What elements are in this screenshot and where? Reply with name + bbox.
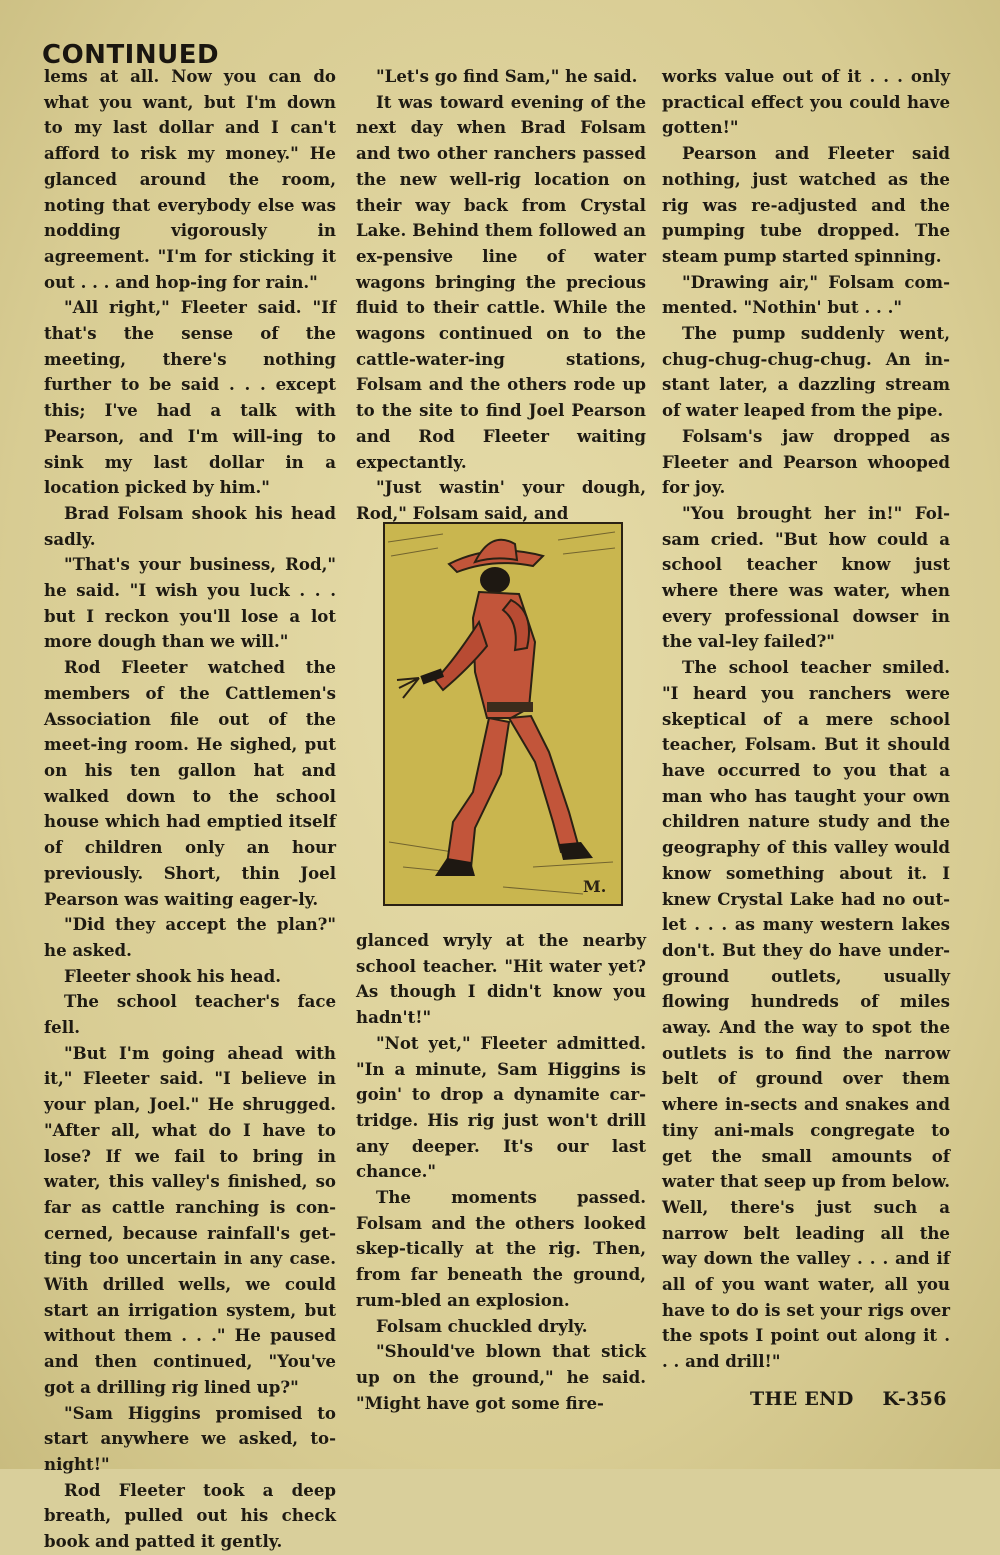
paragraph: "Not yet," Fleeter admitted. "In a minute, Sam Higgins is goin' to drop a dynamite car-tridge. His rig just won't drill any deeper. It's our last chance." [356,1032,646,1182]
text-column-1 [44,64,336,1555]
paragraph: The school teacher's face fell. [44,991,336,1038]
paragraph: The school teacher smiled. "I heard you ranchers were skeptical of a mere school teacher, Folsam. But it should have occurred to you that a man who has taught your own children nature study and the geography of this valley would know something about it. I knew Crystal Lake had no out-let . . . as many western lakes don't. But they do have under-ground outlets, usually flowing hundreds of miles away. And the way to spot the outlets is to find the narrow belt of ground over them where in-sects and snakes and tiny ani-mals congregate to get the small amounts of water that seep up from below. Well, there's just such a narrow belt leading all the way down the valley . . . and if all of you want water, all you have to do is set your rigs over the spots I point out along it . . . and drill!" [662,657,950,1372]
paragraph: It was toward evening of the next day when Brad Folsam and two other ranchers passed the new well-rig location on their way back from Crystal Lake. Behind them followed an ex-pensive line of water wagons bringing the precious fluid to their cattle. While the wagons continued on to the cattle-water-ing stations, Folsam and the others rode up to the site to find Joel Pearson and Rod Fleeter waiting expectantly. [356,91,646,472]
paragraph: Pearson and Fleeter said nothing, just watched as the rig was re-adjusted and the pumping tube dropped. The steam pump started spinning. [662,143,950,266]
the-end-label: THE END [750,1388,854,1410]
paragraph: "Drawing air," Folsam com-mented. "Nothin' but . . ." [662,271,950,318]
paragraph: "Let's go find Sam," he said. [376,66,638,86]
paragraph: "That's your business, Rod," he said. "I wish you luck . . . but I reckon you'll lose a lot more dough than we will." [44,554,336,652]
story-footer [750,1388,947,1410]
paragraph: Folsam chuckled dryly. [376,1315,588,1336]
text-column-2-bottom [356,928,646,1416]
paragraph: "You brought her in!" Fol-sam cried. "But how could a school teacher know just where there was water, when every professional dowser in the val-ley failed?" [662,502,950,652]
paragraph: glanced wryly at the nearby school teacher. "Hit water yet? As though I didn't know you hadn't!" [356,930,646,1028]
paragraph: Brad Folsam shook his head sadly. [44,502,336,549]
continued-header: CONTINUED [42,40,220,70]
text-column-3 [662,64,950,1375]
paragraph: The moments passed. Folsam and the others looked skep-tically at the rig. Then, from far beneath the ground, rum-bled an explosion. [356,1187,646,1310]
paragraph: works value out of it . . . only practical effect you could have gotten!" [662,66,950,138]
paragraph: "Sam Higgins promised to start anywhere we asked, to-night!" [44,1402,336,1474]
paragraph: "Just wastin' your dough, Rod," Folsam said, and [356,477,646,523]
artist-signature: M. [583,877,607,896]
story-code: K-356 [882,1388,947,1410]
paragraph: "Should've blown that stick up on the ground," he said. "Might have got some fire- [356,1341,646,1413]
paragraph: "But I'm going ahead with it," Fleeter said. "I believe in your plan, Joel." He shrugged. "After all, what do I have to lose? If we fail to bring in water, this valley's finished, so far as cattle ranching is con-cerned, because rainfall's get-ting too uncertain in any case. With drilled wells, we could start an irrigation system, but without them . . ." He paused and then continued, "You've got a drilling rig lined up?" [44,1042,336,1397]
paragraph: Folsam's jaw dropped as Fleeter and Pearson whooped for joy. [662,425,950,498]
paragraph: The pump suddenly went, chug-chug-chug-chug. An in-stant later, a dazzling stream of water leaped from the pipe. [662,323,950,421]
text-column-2-top [356,64,646,527]
paragraph: "All right," Fleeter said. "If that's the sense of the meeting, there's nothing further to be said . . . except this; I've had a talk with Pearson, and I'm will-ing to sink my last dollar in a location picked by him." [44,297,336,498]
paragraph: Rod Fleeter took a deep breath, pulled out his check book and patted it gently. [44,1479,336,1552]
paragraph: "Did they accept the plan?" he asked. [44,914,336,960]
gunslinger-illustration [383,522,623,906]
paragraph: Fleeter shook his head. [64,965,281,986]
paragraph: Rod Fleeter watched the members of the Cattlemen's Association file out of the meet-ing room. He sighed, put on his ten gallon hat and walked down to the school house which had emptied itself of children only an hour previously. Short, thin Joel Pearson was waiting eager-ly. [44,657,336,909]
paragraph: lems at all. Now you can do what you want, but I'm down to my last dollar and I can't afford to risk my money." He glanced around the room, noting that everybody else was nodding vigorously in agreement. "I'm for sticking it out . . . and hop-ing for rain." [44,66,336,292]
